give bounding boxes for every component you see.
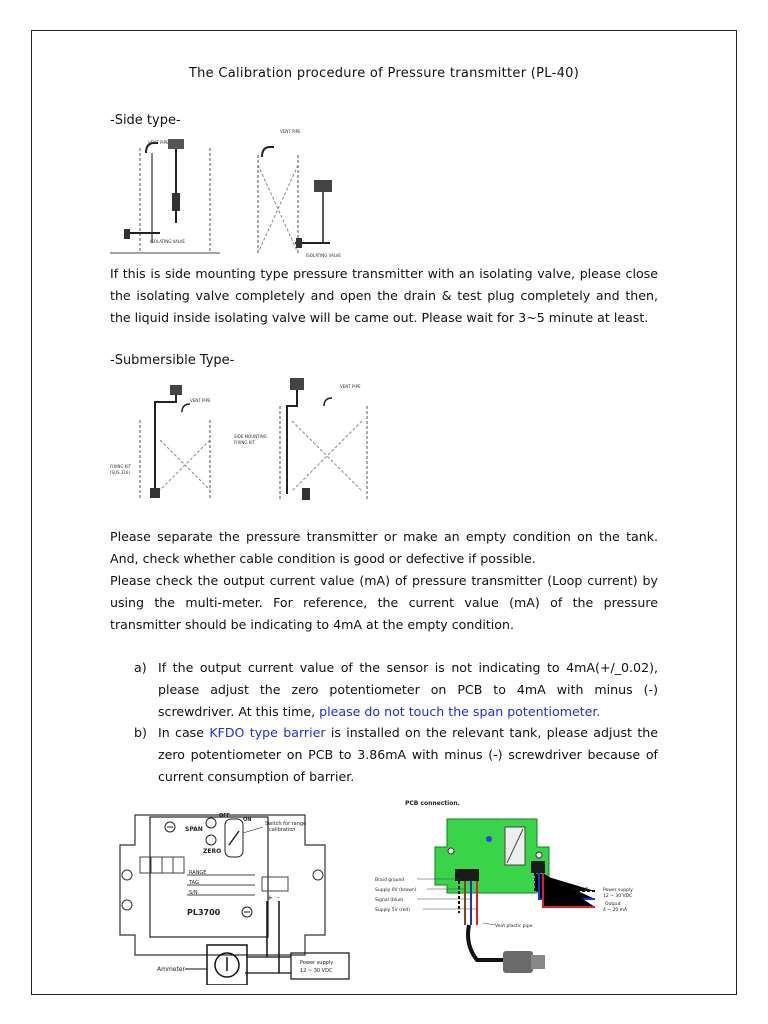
svg-text:VENT PIPE: VENT PIPE xyxy=(190,398,211,403)
item-a-text: If the output current value of the sensor is not indicating to 4mA(+/_0.02), please adjust the zero potentiometer on PCB to 4mA with minus (-) screwdriver. At this time, xyxy=(158,660,658,719)
pcb-connection-diagram xyxy=(365,795,645,985)
svg-text:PL3700: PL3700 xyxy=(187,908,221,917)
svg-text:TAG: TAG xyxy=(189,880,199,886)
svg-text:Power supply: Power supply xyxy=(603,888,633,893)
svg-text:FIXING KIT: FIXING KIT xyxy=(234,440,256,445)
svg-text:OFF: OFF xyxy=(219,813,231,819)
board-wiring-diagram xyxy=(115,805,375,985)
list-marker-a: a) xyxy=(134,660,147,675)
svg-text:+: + xyxy=(267,894,273,902)
svg-text:4 ~ 20 mA: 4 ~ 20 mA xyxy=(603,908,628,913)
svg-text:SPAN: SPAN xyxy=(185,826,203,833)
item-b-barrier: KFDO type barrier xyxy=(209,725,326,741)
submersible-type-heading: -Submersible Type- xyxy=(110,353,235,368)
svg-text:Braid ground: Braid ground xyxy=(375,878,405,883)
item-b-text: is installed on the relevant tank, please adjust the zero potentiometer on PCB to 3.86mA with minus (-) screwdriver because of current consumption of barrier. xyxy=(158,725,658,784)
submersible-figure-1 xyxy=(110,380,220,508)
svg-text:Output: Output xyxy=(605,902,621,907)
svg-text:RANGE: RANGE xyxy=(189,870,207,876)
side-type-heading: -Side type- xyxy=(110,113,181,128)
svg-text:VENT PIPE: VENT PIPE xyxy=(148,140,169,145)
svg-text:VENT PIPE: VENT PIPE xyxy=(340,384,361,389)
instruction-list xyxy=(110,657,658,788)
submersible-figure-2 xyxy=(232,376,372,512)
list-item-b xyxy=(110,722,658,787)
submersible-paragraph-1: Please separate the pressure transmitter or make an empty condition on the tank. And, check whether cable condition is good or defective if possible. xyxy=(110,529,658,566)
svg-text:Switch for range: Switch for range xyxy=(265,821,307,827)
svg-text:Vent plastic pipe: Vent plastic pipe xyxy=(495,924,533,929)
svg-text:Ground: Ground xyxy=(571,887,588,892)
svg-text:-: - xyxy=(277,894,280,902)
svg-text:FIXING KIT: FIXING KIT xyxy=(110,464,132,469)
svg-text:calibration: calibration xyxy=(269,827,296,833)
svg-text:S/N: S/N xyxy=(189,890,198,896)
item-b-prefix: In case xyxy=(158,725,210,741)
svg-text:Power supply: Power supply xyxy=(300,960,334,966)
svg-text:VENT PIPE: VENT PIPE xyxy=(280,129,301,134)
svg-text:ISOLATING VALVE: ISOLATING VALVE xyxy=(150,239,185,244)
svg-text:SIDE MOUNTING: SIDE MOUNTING xyxy=(234,434,267,439)
svg-text:Ammeter: Ammeter xyxy=(157,966,185,973)
svg-text:ZERO: ZERO xyxy=(203,848,222,855)
item-a-warning: please do not touch the span potentiometer. xyxy=(319,703,601,719)
svg-text:Supply 0V (brown): Supply 0V (brown) xyxy=(375,888,417,893)
svg-text:12 ~ 30 VDC: 12 ~ 30 VDC xyxy=(300,968,333,974)
list-marker-b: b) xyxy=(134,725,147,741)
side-type-paragraph: If this is side mounting type pressure transmitter with an isolating valve, please close the isolating valve completely and open the drain & test plug completely and then, the liquid inside isolating valve will be came out. Please wait for 3~5 minute at least. xyxy=(110,266,658,325)
side-type-figure-2 xyxy=(250,125,360,261)
side-type-figure-1 xyxy=(110,133,220,261)
svg-text:PCB connection.: PCB connection. xyxy=(405,800,460,807)
svg-text:ON: ON xyxy=(243,817,252,823)
document-title: The Calibration procedure of Pressure transmitter (PL-40) xyxy=(188,66,580,81)
svg-text:(SUS 316): (SUS 316) xyxy=(110,470,131,475)
svg-text:ISOLATING VALVE: ISOLATING VALVE xyxy=(306,253,341,258)
svg-text:Signal (blue): Signal (blue) xyxy=(375,898,404,903)
list-item-a xyxy=(110,657,658,722)
submersible-paragraph-2: Please check the output current value (mA) of pressure transmitter (Loop current) by using the multi-meter. For reference, the current value (mA) of the pressure transmitter should be indicating to 4mA at the empty condition. xyxy=(110,573,658,632)
svg-text:Supply 5V (red): Supply 5V (red) xyxy=(375,908,411,913)
svg-text:12 ~ 30 VDC: 12 ~ 30 VDC xyxy=(603,894,633,899)
